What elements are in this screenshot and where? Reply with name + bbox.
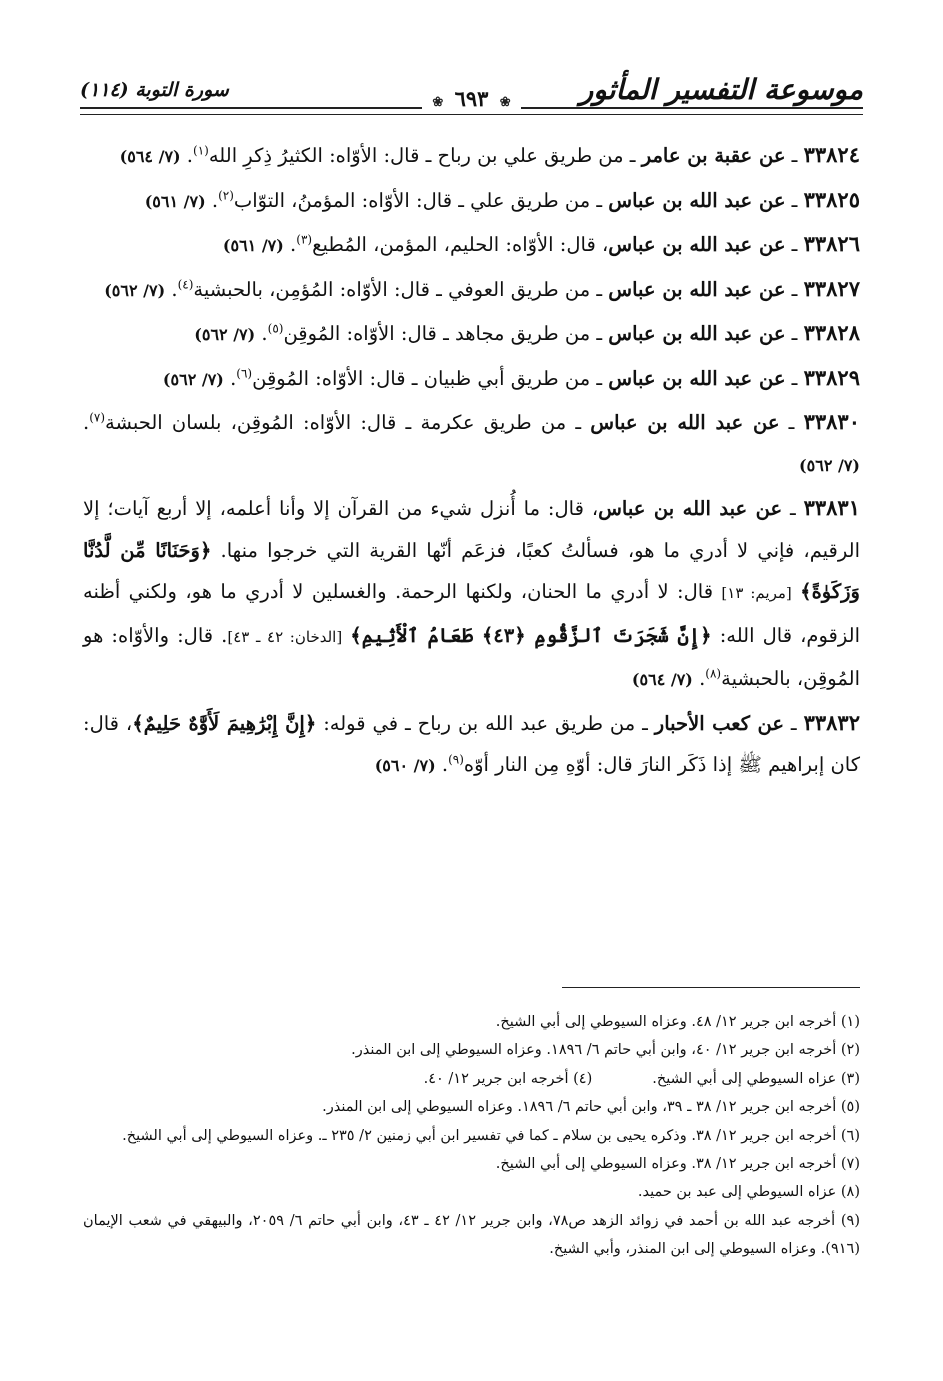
- entry-text: ، قال: الأوّاه: الحليم، المؤمن، المُطيع: [312, 233, 609, 256]
- entry-text: ـ من طريق علي ـ قال: الأوّاه: المؤمنُ، التوّاب: [233, 188, 603, 212]
- entry: ٣٣٨٢٥ ـ عن عبد الله بن عباس ـ من طريق علي ـ قال: الأوّاه: المؤمنُ، التوّاب$^{(٢)}$. (٧/ ٥٦١): [144, 186, 860, 212]
- main-text: [83, 134, 860, 788]
- entry-number: ٣٣٨٣١: [803, 495, 860, 520]
- verse-source: [مريم: ١٣]: [721, 584, 792, 602]
- entry-reference: (٧/ ٥٦٢): [194, 325, 256, 344]
- ornament-icon: ❀: [499, 95, 511, 110]
- entry-number: ٣٣٨٢٦: [803, 231, 860, 256]
- entry-narrator: عن عبد الله بن عباس: [608, 366, 786, 390]
- footnote: (٨) عزاه السيوطي إلى عبد بن حميد.: [637, 1184, 860, 1201]
- entry-text: ـ من طريق أبي ظبيان ـ قال: الأوّاه: المُوقِن: [252, 366, 603, 390]
- entry: ٣٣٨٢٦ ـ عن عبد الله بن عباس، قال: الأوّاه: الحليم، المؤمن، المُطيع$^{(٣)}$. (٧/ ٥٦١): [222, 231, 860, 256]
- entry-reference: (٧/ ٥٦١): [144, 191, 206, 211]
- entry-text: ، قال: ما أُنزل شيء من القرآن إلا وأنا أعلمه، إلا أربع آيات؛ إلا الرقيم، فإني لا أدري ما هو، فسألتُ كعبًا، فزعَم أنّها القرية التي خرجوا منها.: [83, 497, 860, 562]
- entry-text: ـ من طريق مجاهد ـ قال: الأوّاه: المُوقِن: [283, 322, 603, 345]
- footnote: (٥) أخرجه ابن جرير ١٢/ ٣٨ ـ ٣٩، وابن أبي حاتم ٦/ ١٨٩٦. وعزاه السيوطي إلى ابن المنذر.: [322, 1099, 860, 1116]
- footnote: (٧) أخرجه ابن جرير ١٢/ ٣٨. وعزاه السيوطي إلى أبي الشيخ.: [495, 1156, 860, 1173]
- entry-narrator: عن عبد الله بن عباس: [608, 322, 786, 345]
- book-title: موسوعة التفسير المأثور: [579, 73, 863, 106]
- verse-source: [الدخان: ٤٢ ـ ٤٣]: [227, 627, 343, 646]
- ornament-icon: ❀: [432, 95, 444, 110]
- entry-number: ٣٣٨٢٩: [803, 364, 860, 390]
- entry: ٣٣٨٢٩ ـ عن عبد الله بن عباس ـ من طريق أبي ظبيان ـ قال: الأوّاه: المُوقِن$^{(٦)}$. (٧/ ٥٦٢): [162, 364, 860, 390]
- footnote-marker: (١): [193, 143, 209, 158]
- page-number: ٦٩٣: [454, 86, 489, 111]
- entry-reference: (٧/ ٥٦٤): [631, 670, 693, 689]
- entry-text: ـ من طريق علي بن رباح ـ قال: الأوّاه: الكثيرُ ذِكرِ الله: [208, 144, 636, 167]
- page-number-box: [422, 86, 520, 111]
- entry-narrator: عن عبد الله بن عباس: [608, 188, 786, 212]
- surah-name: سورة التوبة: [135, 79, 229, 101]
- entry: ٣٣٨٣١ ـ عن عبد الله بن عباس، قال: ما أُنزل شيء من القرآن إلا وأنا أعلمه، إلا أربع آيات؛ إلا الرقيم، فإني لا أدري ما هو، فسألتُ كعبًا، فزعَم أنّها القرية التي خرجوا منها. ﴿وَحَنَانًا مِّن لَّدُنَّا وَزَكَوٰةً﴾ [مريم: ١٣] قال: لا أدري ما الحنان، ولكنها الرحمة. والغسلين لا أدري ما هو، ولكني أظنه الزقوم، قال الله: ﴿إِنَّ شَجَرَتَ ٱلزَّقُّومِ ﴿٤٣﴾ طَعَامُ ٱلْأَثِيمِ﴾ [الدخان: ٤٢ ـ ٤٣]. قال: والأوّاه: هو المُوقِن، بالحبشية$^{(٨)}$. (٧/ ٥٦٤): [83, 495, 860, 690]
- footnote-marker: (٧): [89, 410, 106, 425]
- footnote: (١) أخرجه ابن جرير ١٢/ ٤٨. وعزاه السيوطي إلى أبي الشيخ.: [495, 1014, 860, 1030]
- entry-narrator: عن عقبة بن عامر: [641, 144, 786, 167]
- entry-text: . قال: والأوّاه: هو المُوقِن، بالحبشية: [83, 623, 860, 690]
- entry-number: ٣٣٨٢٧: [803, 275, 860, 301]
- entry-reference: (٧/ ٥٦٠): [374, 756, 436, 775]
- entry-narrator: عن عبد الله بن عباس: [608, 233, 786, 256]
- footnote: (٦) أخرجه ابن جرير ١٢/ ٣٨. وذكره يحيى بن سلام ـ كما في تفسير ابن أبي زمنين ٢/ ٢٣٥ ـ. وعزاه السيوطي إلى أبي الشيخ.: [122, 1127, 860, 1144]
- entry-number: ٣٣٨٢٤: [803, 142, 860, 167]
- footnote-marker: (٢): [218, 188, 234, 202]
- footnote-marker: (٨): [705, 666, 722, 681]
- quran-verse: ﴿إِنَّ شَجَرَتَ ٱلزَّقُّومِ ﴿٤٣﴾ طَعَامُ ٱلْأَثِيمِ﴾: [350, 623, 712, 647]
- entry-text: ، قال: كان إبراهيم ﷺ إذا ذَكَر النارَ قال: أوّهِ مِن النار أوّه: [83, 711, 860, 776]
- entry-narrator: عن عبد الله بن عباس: [590, 411, 780, 434]
- footnote-marker: (٦): [236, 366, 253, 380]
- entry-text: ـ من طريق عبد الله بن رباح ـ في قوله:: [316, 711, 648, 735]
- entry-reference: (٧/ ٥٦٤): [119, 147, 181, 166]
- entry-narrator: عن كعب الأحبار: [654, 711, 784, 735]
- footnote-separator: [562, 987, 860, 988]
- entry-number: ٣٣٨٢٨: [803, 320, 860, 345]
- footnote-marker: (٩): [448, 752, 464, 767]
- entry: ٣٣٨٢٨ ـ عن عبد الله بن عباس ـ من طريق مجاهد ـ قال: الأوّاه: المُوقِن$^{(٥)}$. (٧/ ٥٦٢): [194, 320, 860, 345]
- page-number-block: [0, 86, 943, 111]
- entry: ٣٣٨٢٧ ـ عن عبد الله بن عباس ـ من طريق العوفي ـ قال: الأوّاه: المُؤمِن، بالحبشية$^{(٤)}$. (٧/ ٥٦٢): [104, 275, 860, 301]
- surah-number: (١١٤): [80, 79, 129, 101]
- footnote: (٤) أخرجه ابن جرير ١٢/ ٤٠.: [423, 1070, 593, 1087]
- entry-reference: (٧/ ٥٦٢): [104, 280, 166, 300]
- entry: ٣٣٨٣٢ ـ عن كعب الأحبار ـ من طريق عبد الله بن رباح ـ في قوله: ﴿إِنَّ إِبْرَٰهِيمَ لَأَوَّٰهٌ حَلِيمٌ﴾، قال: كان إبراهيم ﷺ إذا ذَكَر النارَ قال: أوّهِ مِن النار أوّه$^{(٩)}$. (٧/ ٥٦٠): [83, 709, 860, 776]
- footnote-marker: (٤): [177, 277, 194, 291]
- entry-text: ـ من طريق العوفي ـ قال: الأوّاه: المُؤمِن، بالحبشية: [193, 277, 603, 301]
- quran-verse: ﴿وَحَنَانًا مِّن لَّدُنَّا وَزَكَوٰةً﴾: [83, 538, 860, 603]
- footnotes: [83, 1008, 860, 1264]
- entry: ٣٣٨٢٤ ـ عن عقبة بن عامر ـ من طريق علي بن رباح ـ قال: الأوّاه: الكثيرُ ذِكرِ الله$^{(١)}$. (٧/ ٥٦٤): [119, 142, 860, 167]
- entry-narrator: عن عبد الله بن عباس: [598, 497, 783, 520]
- entry-text: قال: لا أدري ما الحنان، ولكنها الرحمة. والغسلين لا أدري ما هو، ولكني أظنه الزقوم، قال الله:: [83, 580, 860, 647]
- entry-number: ٣٣٨٢٥: [803, 186, 860, 212]
- entry-number: ٣٣٨٣٠: [803, 409, 860, 434]
- footnote: (٣) عزاه السيوطي إلى أبي الشيخ.: [652, 1070, 860, 1087]
- footnote-pair: [83, 1065, 860, 1093]
- entry-reference: (٧/ ٥٦٢): [162, 369, 224, 389]
- entry-narrator: عن عبد الله بن عباس: [608, 277, 786, 301]
- footnote-marker: (٣): [296, 232, 313, 247]
- entry-text: ـ من طريق عكرمة ـ قال: الأوّاه: المُوقِن، بلسان الحبشة: [105, 411, 582, 434]
- footnote: (٢) أخرجه ابن جرير ١٢/ ٤٠، وابن أبي حاتم ٦/ ١٨٩٦. وعزاه السيوطي إلى ابن المنذر.: [351, 1042, 860, 1059]
- footnote-marker: (٥): [267, 321, 284, 336]
- entry-reference: (٧/ ٥٦١): [222, 236, 284, 255]
- entry: ٣٣٨٣٠ ـ عن عبد الله بن عباس ـ من طريق عكرمة ـ قال: الأوّاه: المُوقِن، بلسان الحبشة$^{(٧)}$. (٧/ ٥٦٢): [83, 409, 860, 475]
- footnote: (٩) أخرجه عبد الله بن أحمد في زوائد الزهد ص٧٨، وابن جرير ١٢/ ٤٢ ـ ٤٣، وابن أبي حاتم ٦/ ٢٠٥٩، والبيهقي في شعب الإيمان (٩١٦). وعزاه السيوطي إلى ابن المنذر، وأبي الشيخ.: [83, 1212, 860, 1258]
- entry-reference: (٧/ ٥٦٢): [799, 455, 860, 475]
- quran-verse: ﴿إِنَّ إِبْرَٰهِيمَ لَأَوَّٰهٌ حَلِيمٌ﴾: [132, 711, 317, 735]
- entry-number: ٣٣٨٣٢: [803, 709, 860, 735]
